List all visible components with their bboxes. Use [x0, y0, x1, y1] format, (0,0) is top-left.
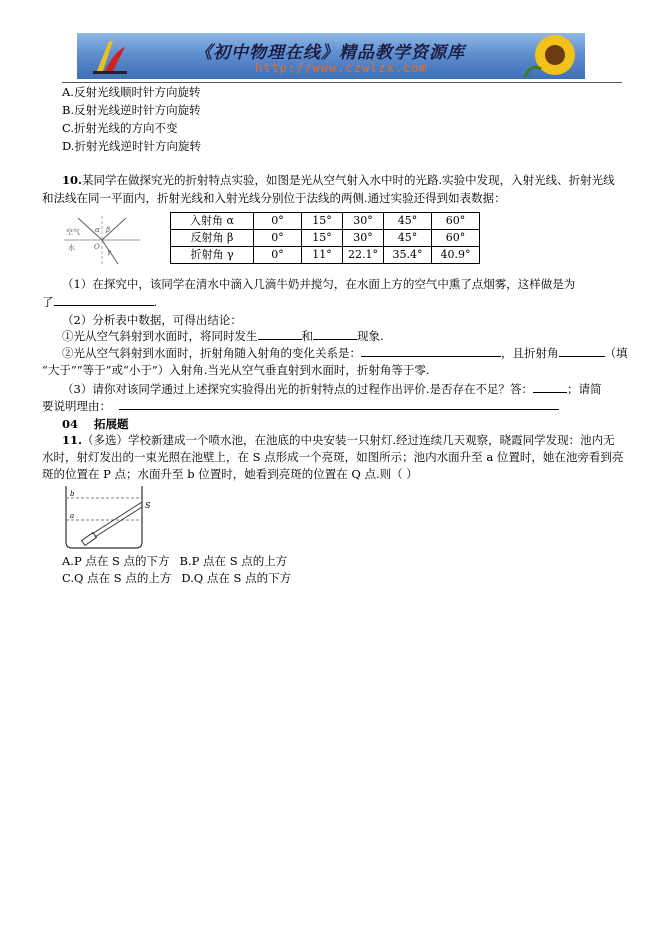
table-cell: 15°: [302, 213, 343, 230]
banner-title: 《初中物理在线》精品教学资源库: [195, 43, 465, 63]
answer-blank[interactable]: [258, 328, 302, 340]
answer-blank[interactable]: [54, 294, 154, 306]
option-c: C.Q 点在 S 点的上方: [62, 571, 172, 585]
q10-conclusion2: ②光从空气斜射到水面时，折射角随入射角的变化关系是： ，且折射角 （填: [62, 346, 628, 360]
answer-blank[interactable]: [313, 328, 357, 340]
table-cell: 30°: [343, 230, 384, 247]
site-logo-icon: [89, 37, 131, 75]
table-cell: 0°: [254, 230, 302, 247]
header-banner: [77, 33, 585, 79]
label-alpha: α: [95, 226, 100, 234]
q11-line3: 斑的位置在 P 点；水面升至 b 位置时，她看到亮斑的位置在 Q 点.则（ ）: [42, 467, 418, 481]
label-s: S: [145, 501, 151, 510]
label-beta: β: [106, 226, 111, 234]
q10-part1-line1: （1）在探究中，该同学在清水中滴入几滴牛奶并搅匀，在水面上方的空气中熏了点烟雾，这样做是为: [62, 277, 576, 291]
table-cell: 45°: [384, 230, 432, 247]
q11-line2: 水时，射灯发出的一束光照在池壁上，在 S 点形成一个亮斑，如图所示；池内水面升至 a 位置时，她在池旁看到亮: [42, 450, 624, 464]
pool-diagram: [62, 480, 157, 550]
angle-data-table: [170, 212, 480, 264]
answer-blank[interactable]: [559, 345, 605, 357]
section-heading: 04 拓展题: [62, 417, 129, 431]
header-divider: [62, 82, 622, 83]
table-cell: 40.9°: [432, 247, 480, 264]
q10-conclusion2-cont: “大于”“等于”或“小于”）入射角.当光从空气垂直射到水面时，折射角等于零.: [42, 363, 430, 377]
table-row: [171, 213, 480, 230]
label-gamma: γ: [107, 248, 112, 256]
table-cell: 30°: [343, 213, 384, 230]
q10-line1: 10.某同学在做探究光的折射特点实验，如图是光从空气射入水中时的光路.实验中发现，入射光线、折射光线: [62, 173, 615, 187]
q10-conclusion1: ①光从空气斜射到水面时，将同时发生 和 现象.: [62, 329, 384, 343]
banner-url: http://www.czwlzx.com: [255, 61, 428, 75]
table-row: [171, 230, 480, 247]
label-a: a: [70, 512, 75, 520]
label-o: O: [94, 243, 100, 251]
table-row: [171, 247, 480, 264]
table-cell: 15°: [302, 230, 343, 247]
table-cell: 11°: [302, 247, 343, 264]
option-c: C.折射光线的方向不变: [62, 121, 178, 135]
refraction-diagram: [62, 212, 142, 268]
answer-blank[interactable]: [361, 345, 501, 357]
table-cell: 45°: [384, 213, 432, 230]
answer-blank[interactable]: [533, 381, 567, 393]
q11-line1: 11.（多选）学校新建成一个喷水池，在池底的中央安装一只射灯.经过连续几天观察，晓霞同学发现：池内无: [62, 433, 615, 447]
table-cell: 60°: [432, 230, 480, 247]
q10-part2: （2）分析表中数据，可得出结论：: [62, 313, 242, 327]
table-cell: 0°: [254, 247, 302, 264]
q10-part3-line2: 要说明理由：: [42, 398, 559, 415]
table-cell: 折射角 γ: [171, 247, 254, 264]
sunflower-icon: [521, 33, 581, 79]
label-air: 空气: [66, 228, 80, 236]
table-cell: 反射角 β: [171, 230, 254, 247]
table-cell: 60°: [432, 213, 480, 230]
label-b: b: [70, 490, 75, 498]
label-water: 水: [68, 244, 75, 252]
answer-blank[interactable]: [119, 398, 559, 410]
q11-options-row2: [62, 570, 291, 587]
option-d: D.折射光线逆时针方向旋转: [62, 139, 201, 153]
table-cell: 入射角 α: [171, 213, 254, 230]
q10-part1-line2: 了 .: [42, 295, 158, 309]
q10-line2: 和法线在同一平面内，折射光线和入射光线分别位于法线的两侧.通过实验还得到如表数据：: [42, 191, 506, 205]
q10-part3-line1: （3）请你对该同学通过上述探究实验得出光的折射特点的过程作出评价.是否存在不足？答： ；请简: [62, 382, 602, 396]
option-d: D.Q 点在 S 点的下方: [181, 571, 292, 585]
table-cell: 22.1°: [343, 247, 384, 264]
option-a: A.反射光线顺时针方向旋转: [62, 85, 201, 99]
q11-options-row1: [62, 553, 287, 570]
option-b: B.P 点在 S 点的上方: [179, 554, 288, 568]
table-cell: 35.4°: [384, 247, 432, 264]
option-b: B.反射光线逆时针方向旋转: [62, 103, 201, 117]
table-cell: 0°: [254, 213, 302, 230]
option-a: A.P 点在 S 点的下方: [62, 554, 170, 568]
